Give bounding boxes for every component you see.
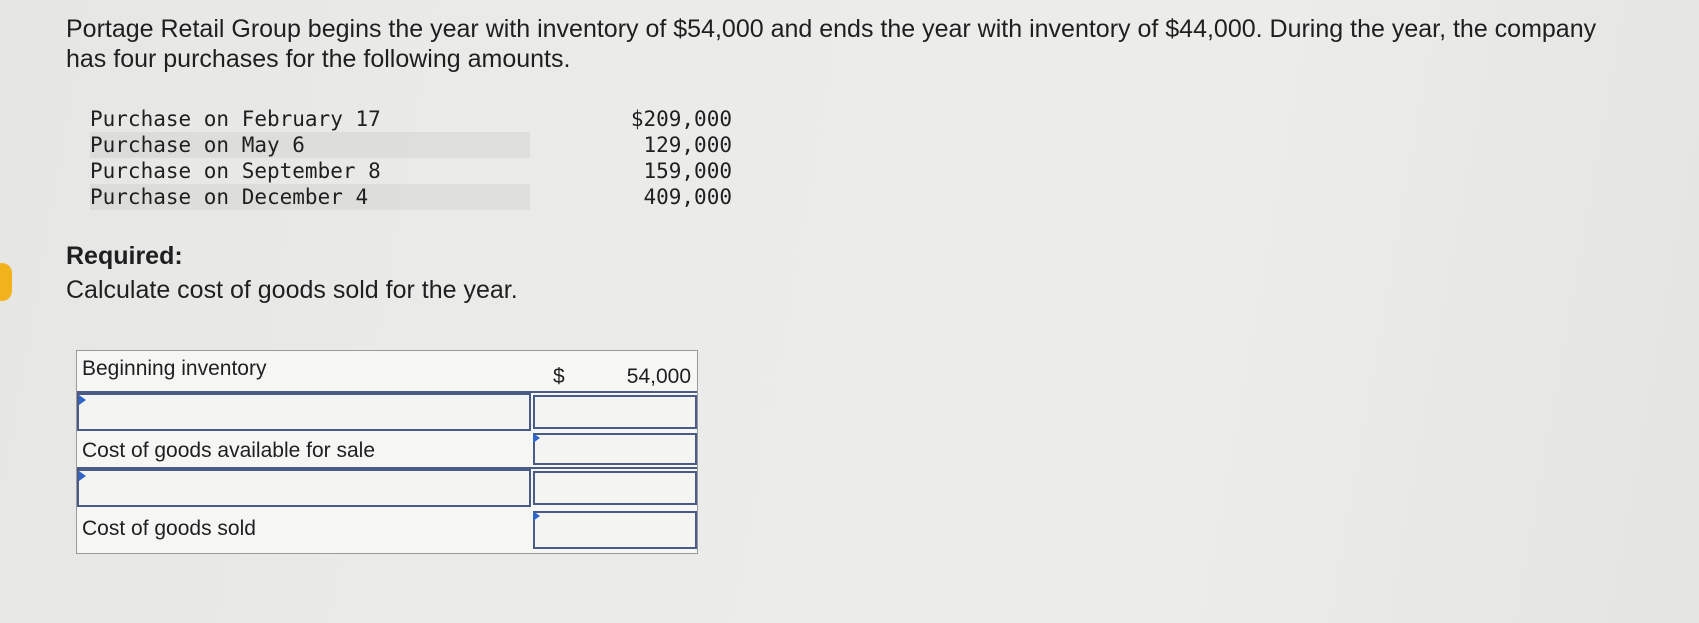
row4-amount-input[interactable] <box>533 471 697 505</box>
cogs-amount-input[interactable] <box>533 511 697 549</box>
purchase-label: Purchase on February 17 <box>90 107 381 131</box>
row4-label-input[interactable] <box>77 469 531 507</box>
row2-label-input[interactable] <box>77 393 531 431</box>
dropdown-arrow-icon[interactable] <box>79 471 86 481</box>
required-heading: Required: <box>66 242 183 270</box>
cogs-row <box>77 507 697 553</box>
cogas-label: Cost of goods available for sale <box>82 439 376 462</box>
purchase-label: Purchase on December 4 <box>90 184 530 210</box>
purchases-table <box>90 106 732 210</box>
row2-amount-input[interactable] <box>533 395 697 429</box>
cogas-amount-input[interactable] <box>533 433 697 465</box>
purchases-input-row <box>77 393 697 431</box>
purchase-label: Purchase on May 6 <box>90 132 530 158</box>
beginning-inventory-label: Beginning inventory <box>82 357 267 380</box>
purchase-row <box>90 106 732 132</box>
problem-intro: Portage Retail Group begins the year with inventory of $54,000 and ends the year with inventory of $44,000. During the year, the company has four purchases for the following amounts. <box>66 15 1597 73</box>
purchase-amount: 129,000 <box>643 133 732 157</box>
purchase-amount: $209,000 <box>630 107 732 131</box>
cogs-label: Cost of goods sold <box>82 517 256 540</box>
ending-inventory-input-row <box>77 469 697 507</box>
dropdown-arrow-icon <box>533 511 540 521</box>
beginning-inventory-row <box>77 351 697 393</box>
currency-symbol: $ <box>553 365 565 388</box>
dropdown-arrow-icon <box>533 433 540 443</box>
beginning-inventory-value: 54,000 <box>626 365 691 388</box>
progress-marker <box>0 263 12 301</box>
cogas-row <box>77 431 697 469</box>
dropdown-arrow-icon[interactable] <box>79 395 86 405</box>
purchase-amount: 159,000 <box>643 159 732 183</box>
required-instruction: Calculate cost of goods sold for the year. <box>66 276 518 304</box>
purchase-label: Purchase on September 8 <box>90 159 381 183</box>
purchase-row <box>90 132 732 158</box>
purchase-amount: 409,000 <box>643 185 732 209</box>
cogs-worksheet <box>76 350 698 554</box>
purchase-row <box>90 158 732 184</box>
purchase-row <box>90 184 732 210</box>
